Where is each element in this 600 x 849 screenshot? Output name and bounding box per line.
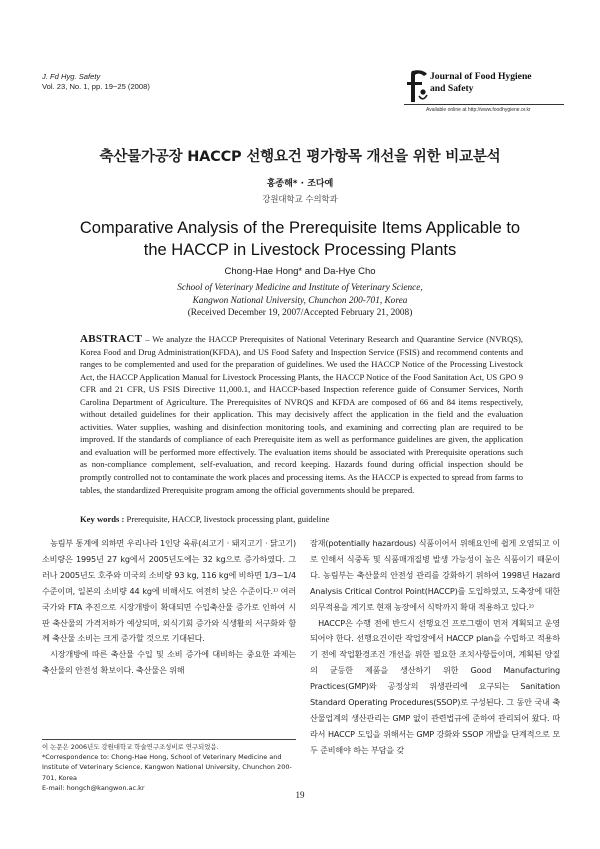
abstract <box>80 333 523 496</box>
title-english-line1: Comparative Analysis of the Prerequisite Items Applicable to <box>79 219 521 237</box>
affiliation-english <box>0 282 600 308</box>
title-english <box>60 217 540 261</box>
logo-url: Available online at http://www.foodhygiene.or.kr <box>426 107 531 113</box>
logo-title-line2: and Safety <box>430 83 474 94</box>
email-note: E-mail: hongch@kangwon.ac.kr <box>42 783 145 792</box>
affiliation-english-line2: Kangwon National University, Chunchon 200-701, Korea <box>192 296 408 306</box>
keywords-label: Key words : <box>80 514 125 524</box>
body-paragraph: 시장개방에 따른 축산물 수입 및 소비 증가에 대비하는 중요한 과제는 축산물의 안전성 확보이다. 축산물은 위해 <box>42 649 296 676</box>
correspondence-note: *Correspondence to: Chong-Hae Hong, School of Veterinary Medicine and Institute of Veterinary Science, Kangwon National University, Chunchon 200-701, Korea <box>42 753 292 782</box>
footnote <box>42 742 296 793</box>
funding-note: 이 논문은 2006년도 강원대학교 학술연구조성비로 연구되었음. <box>42 743 219 751</box>
abstract-heading: ABSTRACT <box>80 333 143 345</box>
volume-info: Vol. 23, No. 1, pp. 19~25 (2008) <box>42 82 150 91</box>
body-paragraph: 농림부 통계에 의하면 우리나라 1인당 육류(쇠고기 · 돼지고기 · 닭고기) 소비량은 1995년 27 kg에서 2005년도에는 32 kg으로 증가하였다. 그러나 2005년도 호주와 미국의 소비량 93 kg, 116 kg에 비하면 1/3~1/4 수준이며, 일본의 소비량 44 kg에 비해서도 여전히 낮은 수준이다.¹⁾ 여러 국가와 FTA 추진으로 시장개방이 확대되면 수입축산물 증가로 인하여 시판 축산물의 가격저하가 예상되며, 외식기회 증가와 식생활의 서구화와 함께 축산물 소비는 크게 증가할 것으로 기대된다. <box>42 538 296 644</box>
body-column-left <box>42 536 296 679</box>
title-english-line2: the HACCP in Livestock Processing Plants <box>143 241 457 259</box>
page-number: 19 <box>295 790 305 800</box>
body-paragraph: 잠재(potentially hazardous) 식품이어서 위해요인에 쉽게 오염되고 이로 인해서 식중독 및 식품매개질병 발생 가능성이 높은 식품이기 때문이다. 농림부는 축산물의 안전성 관리를 강화하기 위하여 1998년 Hazard Analysis Critical Control Point(HACCP)를 도입하였고, 도축장에 대한 의무적용을 계기로 현재 농장에서 식탁까지 확대 적용하고 있다.²⁾ <box>310 538 560 612</box>
logo-title-line1: Journal of Food Hygiene <box>430 71 532 82</box>
received-dates: (Received December 19, 2007/Accepted February 21, 2008) <box>187 308 413 318</box>
keywords <box>80 514 523 524</box>
journal-logo-icon <box>406 69 428 105</box>
title-korean: 축산물가공장 HACCP 선행요건 평가항목 개선을 위한 비교분석 <box>99 149 501 165</box>
affiliation-english-line1: School of Veterinary Medicine and Institute of Veterinary Science, <box>177 283 423 293</box>
journal-name: J. Fd Hyg. Safety <box>42 72 101 81</box>
authors-korean: 홍종해* · 조다예 <box>266 179 334 189</box>
footnote-divider <box>42 739 296 740</box>
abstract-text: – We analyze the HACCP Prerequisites of National Veterinary Research and Quarantine Service (NVRQS), Korea Food and Drug Administration(KFDA), and US Food Safety and Inspection Service (FSIS) and recommend contents and ranges to be complemented and used for the preparation of guidelines. We used the HACCP Notice of the Processing Livestock Act, the HACCP Application Manual for Livestock Processing Plants, the HACCP Notice of the Food Sanitation Act, US GPO 9 CFR and 21 CFR, US FSIS Directive 11,000.1, and HACCP-based Inspection reference guide of Consumer Services, North Carolina Department of Agriculture. The Prerequisites of NVRQS and KFDA are composed of 66 and 84 items respectively, without detailed guidelines for their application. This may decisively affect the application in the field and the evaluation activities. Water supplies, washing and disinfection monitoring tools, and examining and correcting plan are required to be improved. If the standards of compliance of each Prerequisite item as well as performance guidelines are given, the application and evaluation will be performed more effectively. The evaluation items should be associated with Prerequisite operations such as non-compliance complement, self-evaluation, and record keeping. Hazards found during official inspection should be promptly controlled not to contaminate the work places and processing items. As the HACCP is expected to spread from farms to tables, the standardized Prerequisite program among the official governments should be prepared. <box>80 334 523 495</box>
authors-english: Chong-Hae Hong* and Da-Hye Cho <box>224 266 376 277</box>
body-paragraph: HACCP은 수행 전에 반드시 선행요건 프로그램이 먼저 계획되고 운영되어야 한다. 선행요건이란 작업장에서 HACCP plan을 수립하고 적용하기 전에 작업환경조건 개선을 위한 필요한 조치사항들이며, 계획된 양질의 균등한 제품을 생산하기 위한 Good Manufacturing Practices(GMP)와 공정상의 위생관리에 요구되는 Sanitation Standard Operating Procedures(SSOP)로 구성된다. 그 동안 국내 축산물업계의 생산관리는 GMP 없이 관련법규에 준하여 관리되어 왔다. 따라서 HACCP 도입을 위해서는 GMP 강화와 SSOP 개발을 단계적으로 모두 준비해야 하는 부담을 갖 <box>310 617 560 755</box>
affiliation-korean: 강원대학교 수의학과 <box>262 194 338 204</box>
journal-reference <box>42 72 150 92</box>
keywords-text: Prerequisite, HACCP, livestock processing plant, guideline <box>124 514 330 524</box>
logo-divider <box>404 104 564 105</box>
logo-title <box>430 71 532 95</box>
body-column-right <box>310 536 560 759</box>
